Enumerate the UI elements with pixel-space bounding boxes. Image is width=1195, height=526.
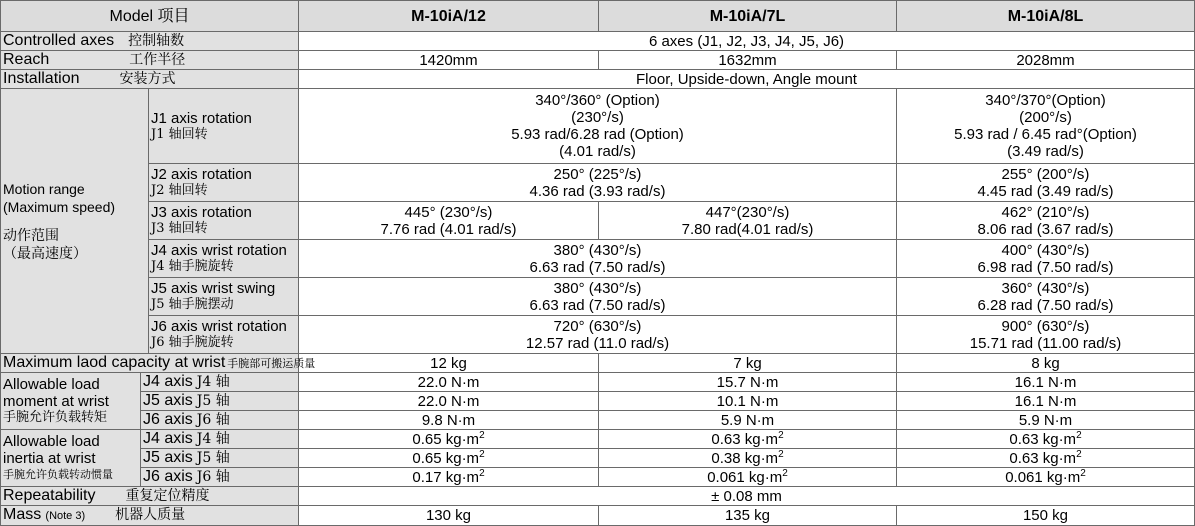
reach-value-7l: 1632mm <box>599 51 897 70</box>
model-header-7l: M-10iA/7L <box>599 1 897 32</box>
moment-label: Allowable load moment at wrist 手腕允许负载转矩 <box>1 373 141 430</box>
j5-label: J5 axis wrist swing J5 轴手腕摆动 <box>149 278 299 316</box>
installation-value: Floor, Upside-down, Angle mount <box>299 70 1195 89</box>
mass-label: Mass (Note 3) 机器人质量 <box>1 506 299 526</box>
j2-value-8l: 255° (200°/s) 4.45 rad (3.49 rad/s) <box>897 164 1195 202</box>
moment-j5-axis: J5 axis J5 轴 <box>141 392 299 411</box>
inertia-j5-value-8l: 0.63 $kg\cdot m^2$ <box>897 449 1195 468</box>
inertia-j5-value-7l: 0.38 $kg\cdot m^2$ <box>599 449 897 468</box>
j6-label: J6 axis wrist rotation J6 轴手腕旋转 <box>149 316 299 354</box>
model-header: Model 项目 <box>1 1 299 32</box>
moment-j5-value-12: 22.0 N·m <box>299 392 599 411</box>
max-load-value-12: 12 kg <box>299 354 599 373</box>
j4-label: J4 axis wrist rotation J4 轴手腕旋转 <box>149 240 299 278</box>
j5-value-shared: 380° (430°/s) 6.63 rad (7.50 rad/s) <box>299 278 897 316</box>
inertia-j6-value-8l: 0.061 $kg\cdot m^2$ <box>897 468 1195 487</box>
installation-label: Installation 安装方式 <box>1 70 299 89</box>
motion-range-label: Motion range (Maximum speed) 动作范围 （最高速度） <box>1 89 149 354</box>
j3-value-8l: 462° (210°/s) 8.06 rad (3.67 rad/s) <box>897 202 1195 240</box>
reach-label: Reach 工作半径 <box>1 51 299 70</box>
j3-value-12: 445° (230°/s) 7.76 rad (4.01 rad/s) <box>299 202 599 240</box>
j6-value-8l: 900° (630°/s) 15.71 rad (11.00 rad/s) <box>897 316 1195 354</box>
repeatability-label: Repeatability 重复定位精度 <box>1 487 299 506</box>
inertia-j4-value-8l: 0.63 $kg\cdot m^2$ <box>897 430 1195 449</box>
max-load-value-8l: 8 kg <box>897 354 1195 373</box>
j1-value-8l: 340°/370°(Option) (200°/s) 5.93 rad / 6.45 rad°(Option) (3.49 rad/s) <box>897 89 1195 164</box>
j4-value-8l: 400° (430°/s) 6.98 rad (7.50 rad/s) <box>897 240 1195 278</box>
moment-j6-value-12: 9.8 N·m <box>299 411 599 430</box>
moment-j6-axis: J6 axis J6 轴 <box>141 411 299 430</box>
j6-value-shared: 720° (630°/s) 12.57 rad (11.0 rad/s) <box>299 316 897 354</box>
j2-label: J2 axis rotation J2 轴回转 <box>149 164 299 202</box>
max-load-value-7l: 7 kg <box>599 354 897 373</box>
moment-j6-value-7l: 5.9 N·m <box>599 411 897 430</box>
j2-value-shared: 250° (225°/s) 4.36 rad (3.93 rad/s) <box>299 164 897 202</box>
moment-j4-value-8l: 16.1 N·m <box>897 373 1195 392</box>
inertia-j6-value-12: 0.17 $kg\cdot m^2$ <box>299 468 599 487</box>
j1-value-shared: 340°/360° (Option) (230°/s) 5.93 rad/6.28 rad (Option) (4.01 rad/s) <box>299 89 897 164</box>
inertia-j5-value-12: 0.65 $kg\cdot m^2$ <box>299 449 599 468</box>
inertia-j4-value-7l: 0.63 $kg\cdot m^2$ <box>599 430 897 449</box>
inertia-j6-value-7l: 0.061 $kg\cdot m^2$ <box>599 468 897 487</box>
j4-value-shared: 380° (430°/s) 6.63 rad (7.50 rad/s) <box>299 240 897 278</box>
moment-j6-value-8l: 5.9 N·m <box>897 411 1195 430</box>
j1-label: J1 axis rotation J1 轴回转 <box>149 89 299 164</box>
mass-value-7l: 135 kg <box>599 506 897 526</box>
moment-j4-value-7l: 15.7 N·m <box>599 373 897 392</box>
j5-value-8l: 360° (430°/s) 6.28 rad (7.50 rad/s) <box>897 278 1195 316</box>
inertia-j6-axis: J6 axis J6 轴 <box>141 468 299 487</box>
controlled-axes-label: Controlled axes 控制轴数 <box>1 32 299 51</box>
inertia-j4-axis: J4 axis J4 轴 <box>141 430 299 449</box>
inertia-j5-axis: J5 axis J5 轴 <box>141 449 299 468</box>
model-header-8l: M-10iA/8L <box>897 1 1195 32</box>
inertia-j4-value-12: 0.65 $kg\cdot m^2$ <box>299 430 599 449</box>
controlled-axes-value: 6 axes (J1, J2, J3, J4, J5, J6) <box>299 32 1195 51</box>
moment-j4-value-12: 22.0 N·m <box>299 373 599 392</box>
inertia-label: Allowable load inertia at wrist 手腕允许负载转动惯量 <box>1 430 141 487</box>
moment-j5-value-7l: 10.1 N·m <box>599 392 897 411</box>
reach-value-8l: 2028mm <box>897 51 1195 70</box>
moment-j4-axis: J4 axis J4 轴 <box>141 373 299 392</box>
j3-value-7l: 447°(230°/s) 7.80 rad(4.01 rad/s) <box>599 202 897 240</box>
max-load-label: Maximum laod capacity at wrist 手腕部可搬运质量 <box>1 354 299 373</box>
moment-j5-value-8l: 16.1 N·m <box>897 392 1195 411</box>
repeatability-value: ± 0.08 mm <box>299 487 1195 506</box>
reach-value-12: 1420mm <box>299 51 599 70</box>
model-header-12: M-10iA/12 <box>299 1 599 32</box>
mass-value-8l: 150 kg <box>897 506 1195 526</box>
mass-value-12: 130 kg <box>299 506 599 526</box>
j3-label: J3 axis rotation J3 轴回转 <box>149 202 299 240</box>
